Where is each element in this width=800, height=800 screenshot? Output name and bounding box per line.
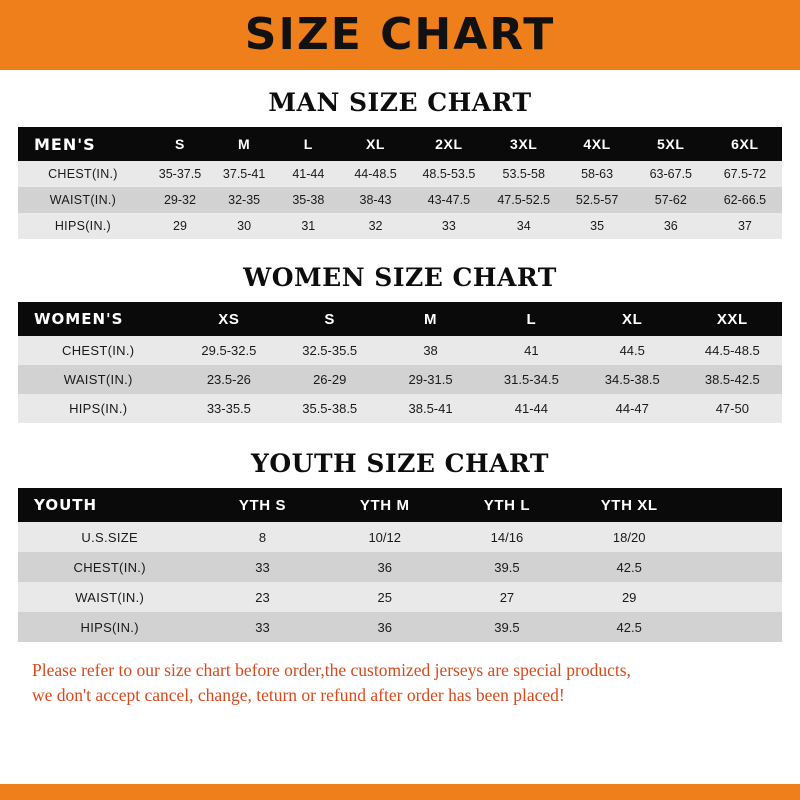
cell: 41-44 (292, 167, 325, 181)
cell: 33 (255, 619, 270, 635)
cell: 44-47 (615, 401, 649, 416)
section-title-women: WOMEN SIZE CHART (243, 263, 557, 292)
row-label-waist: WAIST(IN.) (75, 589, 145, 605)
cell: 41 (524, 343, 539, 358)
cell: 29-32 (163, 193, 196, 207)
section-women-size-chart (18, 263, 782, 423)
col-header-spacer (690, 488, 782, 522)
table-row (18, 552, 782, 582)
cell: 35.5-38.5 (302, 401, 358, 416)
cell: 37.5-41 (222, 167, 266, 181)
disclaimer-line-1: Please refer to our size chart before order,the customized jerseys are special products, (32, 660, 631, 680)
cell: 38.5-42.5 (704, 372, 760, 387)
disclaimer-note (18, 658, 782, 709)
col-header-xxl: XXL (716, 310, 748, 328)
table-row (18, 365, 782, 394)
col-header-s: S (174, 136, 185, 152)
cell: 32.5-35.5 (302, 343, 358, 358)
section-man-size-chart (18, 88, 782, 239)
table-header-row (18, 302, 782, 336)
col-header-5xl: 5XL (657, 136, 685, 152)
col-header-2xl: 2XL (435, 136, 463, 152)
cell: 29-31.5 (408, 372, 453, 387)
cell-spacer (690, 522, 782, 552)
cell: 34 (516, 219, 531, 233)
cell: 37 (737, 219, 752, 233)
cell: 35-37.5 (158, 167, 202, 181)
disclaimer-line-2: we don't accept cancel, change, teturn or refund after order has been placed! (32, 685, 565, 706)
col-header-yth-xl: YTH XL (600, 496, 658, 514)
cell: 33-35.5 (206, 401, 251, 416)
cell: 34.5-38.5 (604, 372, 660, 387)
cell: 42.5 (616, 559, 642, 575)
cell: 52.5-57 (575, 193, 619, 207)
cell: 18/20 (612, 529, 646, 545)
cell: 44-48.5 (354, 167, 397, 181)
col-header-yth-s: YTH S (238, 496, 287, 514)
cell: 36 (377, 559, 392, 575)
row-label-chest: CHEST(IN.) (48, 167, 118, 181)
cell: 44.5 (619, 343, 645, 358)
col-header-4xl: 4XL (583, 136, 611, 152)
table-row (18, 161, 782, 187)
cell: 23 (255, 589, 270, 605)
table-row (18, 187, 782, 213)
cell: 38.5-41 (408, 401, 453, 416)
col-header-yth-m: YTH M (359, 496, 410, 514)
header-banner (0, 0, 800, 70)
cell: 10/12 (368, 529, 401, 545)
cell: 39.5 (494, 619, 520, 635)
cell: 58-63 (581, 167, 614, 181)
table-row (18, 213, 782, 239)
cell: 30 (237, 219, 252, 233)
col-header-m: M (423, 310, 438, 328)
row-label-chest: CHEST(IN.) (73, 559, 146, 575)
cell: 29 (173, 219, 187, 233)
col-header-xs: XS (218, 310, 240, 328)
table-header-row (18, 488, 782, 522)
cell: 67.5-72 (723, 167, 767, 181)
cell: 41-44 (514, 401, 549, 416)
cell: 25 (377, 589, 392, 605)
cell-spacer (690, 552, 782, 582)
cell: 57-62 (654, 193, 687, 207)
cell: 43-47.5 (427, 193, 471, 207)
cell: 42.5 (616, 619, 642, 635)
row-label-us-size: U.S.SIZE (81, 529, 138, 545)
chart-content (0, 88, 800, 709)
page-title: SIZE CHART (244, 9, 556, 60)
col-header-xl: XL (622, 310, 643, 328)
table-row (18, 394, 782, 423)
cell: 38-43 (359, 193, 392, 207)
cell: 31 (301, 219, 316, 233)
cell: 36 (377, 619, 392, 635)
row-label-hips: HIPS(IN.) (69, 401, 128, 416)
cell-spacer (690, 612, 782, 642)
table-row (18, 522, 782, 552)
table-row (18, 582, 782, 612)
table-header-row (18, 127, 782, 161)
row-label-hips: HIPS(IN.) (80, 619, 139, 635)
cell: 26-29 (313, 372, 347, 387)
cell: 35-38 (292, 193, 325, 207)
row-label-chest: CHEST(IN.) (62, 343, 135, 358)
cell: 29 (621, 589, 637, 605)
cell: 29.5-32.5 (201, 343, 257, 358)
cell: 32-35 (228, 193, 261, 207)
col-header-s: S (324, 310, 335, 328)
table-women-size-chart (18, 302, 782, 423)
cell: 14/16 (490, 529, 524, 545)
footer-bar (0, 784, 800, 800)
cell-spacer (690, 582, 782, 612)
col-header-3xl: 3XL (509, 136, 538, 152)
cell: 8 (258, 529, 267, 545)
cell: 47-50 (715, 401, 749, 416)
cell: 33 (441, 219, 456, 233)
col-header-womens: WOMEN'S (34, 310, 124, 328)
cell: 62-66.5 (723, 193, 767, 207)
col-header-l: L (526, 310, 537, 328)
cell: 36 (663, 219, 678, 233)
col-header-6xl: 6XL (731, 136, 759, 152)
col-header-youth: YOUTH (34, 496, 98, 514)
section-youth-size-chart (18, 449, 782, 642)
cell: 23.5-26 (206, 372, 251, 387)
section-title-man: MAN SIZE CHART (268, 88, 532, 117)
col-header-xl: XL (365, 136, 386, 152)
table-row (18, 612, 782, 642)
cell: 33 (255, 559, 270, 575)
cell: 63-67.5 (649, 167, 692, 181)
cell: 39.5 (494, 559, 520, 575)
table-row (18, 336, 782, 365)
row-label-waist: WAIST(IN.) (63, 372, 133, 387)
col-header-mens: MEN'S (34, 134, 96, 154)
cell: 38 (423, 343, 438, 358)
col-header-m: M (238, 136, 251, 152)
cell: 27 (499, 589, 515, 605)
cell: 35 (590, 219, 605, 233)
cell: 48.5-53.5 (422, 167, 476, 181)
table-man-size-chart (18, 127, 782, 239)
cell: 32 (368, 219, 383, 233)
row-label-hips: HIPS(IN.) (54, 219, 112, 233)
col-header-l: L (303, 136, 313, 152)
table-youth-size-chart (18, 488, 782, 642)
cell: 31.5-34.5 (503, 372, 559, 387)
section-title-youth: YOUTH SIZE CHART (251, 449, 549, 478)
cell: 44.5-48.5 (704, 343, 760, 358)
cell: 53.5-58 (502, 167, 545, 181)
col-header-yth-l: YTH L (483, 496, 531, 514)
cell: 47.5-52.5 (497, 193, 551, 207)
row-label-waist: WAIST(IN.) (49, 193, 117, 207)
